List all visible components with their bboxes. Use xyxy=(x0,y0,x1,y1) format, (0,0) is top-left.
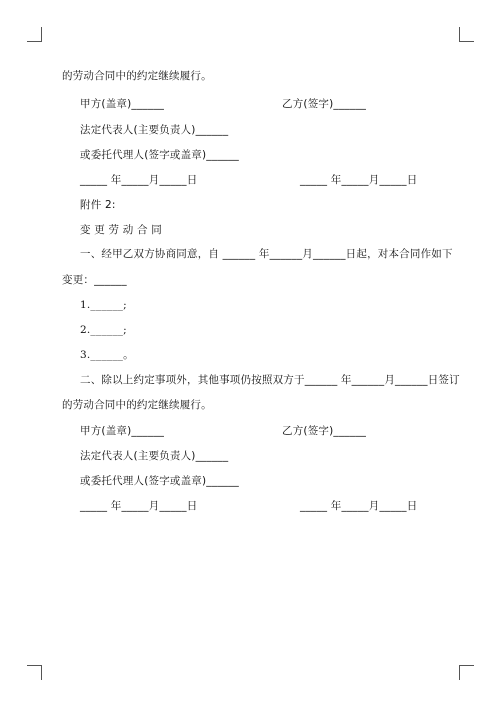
clause-2-line-2: 的劳动合同中的约定继续履行。 xyxy=(62,399,212,411)
clause-1-line-1: 一、经甲乙双方协商同意，自 ______ 年______月______日起，对本合同作如下 xyxy=(80,248,453,260)
attachment-label: 附件 2: xyxy=(80,199,116,211)
clause-1-line-2: 变更：______ xyxy=(62,274,127,286)
authorized-agent-2: 或委托代理人(签字或盖章)______ xyxy=(80,475,239,487)
legal-representative-2: 法定代表人(主要负责人)______ xyxy=(80,450,229,462)
crop-mark-top-right xyxy=(459,27,474,42)
date-left-2: _____ 年_____月_____日 xyxy=(80,500,198,512)
party-b-signature-2: 乙方(签字)______ xyxy=(282,425,367,437)
crop-mark-top-left xyxy=(27,27,42,42)
party-b-signature: 乙方(签字)______ xyxy=(282,98,367,110)
date-right-2: _____ 年_____月_____日 xyxy=(300,500,418,512)
list-item: 1.______; xyxy=(80,299,127,311)
authorized-agent: 或委托代理人(签字或盖章)______ xyxy=(80,149,239,161)
crop-mark-bottom-right xyxy=(459,665,474,680)
section-title: 变 更 劳 动 合 同 xyxy=(80,224,162,236)
list-item: 2.______; xyxy=(80,324,127,336)
legal-representative: 法定代表人(主要负责人)______ xyxy=(80,124,229,136)
date-right: _____ 年_____月_____日 xyxy=(300,174,418,186)
list-item: 3.______。 xyxy=(80,349,134,361)
party-a-seal: 甲方(盖章)______ xyxy=(80,98,165,110)
party-a-seal-2: 甲方(盖章)______ xyxy=(80,425,165,437)
crop-mark-bottom-left xyxy=(27,665,42,680)
clause-2-line-1: 二、除以上约定事项外，其他事项仍按照双方于______ 年______月______日签订 xyxy=(80,374,460,386)
continuation-line: 的劳动合同中的约定继续履行。 xyxy=(62,70,212,82)
date-left: _____ 年_____月_____日 xyxy=(80,174,198,186)
